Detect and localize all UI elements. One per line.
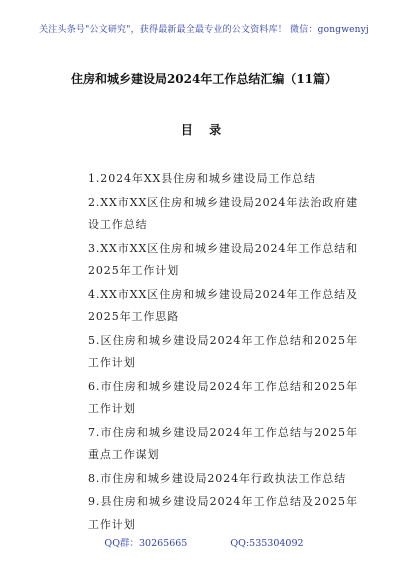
footer-contact — [0, 535, 408, 549]
document-title: 住房和城乡建设局2024年工作总结汇编（11篇） — [70, 72, 338, 86]
toc-heading: 目 录 — [180, 123, 228, 137]
header-promo-note: 关注头条号"公文研究"，获得最新最全最专业的公文资料库！ 微信：gongwenyj — [39, 25, 369, 35]
toc-item[interactable]: 4.XX市XX区住房和城乡建设局2024年工作总结及2025年工作思路 — [88, 287, 358, 323]
toc-item[interactable]: 1.2024年XX县住房和城乡建设局工作总结 — [88, 172, 316, 185]
toc-item[interactable]: 8.市住房和城乡建设局2024年行政执法工作总结 — [88, 471, 347, 485]
table-of-contents — [88, 168, 358, 537]
toc-item[interactable]: 6.市住房和城乡建设局2024年工作总结和2025年工作计划 — [88, 379, 358, 415]
toc-item[interactable]: 5.区住房和城乡建设局2024年工作总结和2025年工作计划 — [88, 333, 358, 369]
footer-qq-group: QQ群：30265665 — [104, 538, 188, 549]
footer-qq: QQ:535304092 — [230, 538, 304, 549]
toc-item[interactable]: 9.县住房和城乡建设局2024年工作总结及2025年工作计划 — [88, 495, 358, 531]
toc-item[interactable]: 7.市住房和城乡建设局2024年工作总结与2025年重点工作谋划 — [88, 425, 358, 461]
toc-item[interactable]: 3.XX市XX区住房和城乡建设局2024年工作总结和2025年工作计划 — [88, 241, 358, 277]
toc-item[interactable]: 2.XX市XX区住房和城乡建设局2024年法治政府建设工作总结 — [88, 195, 358, 231]
